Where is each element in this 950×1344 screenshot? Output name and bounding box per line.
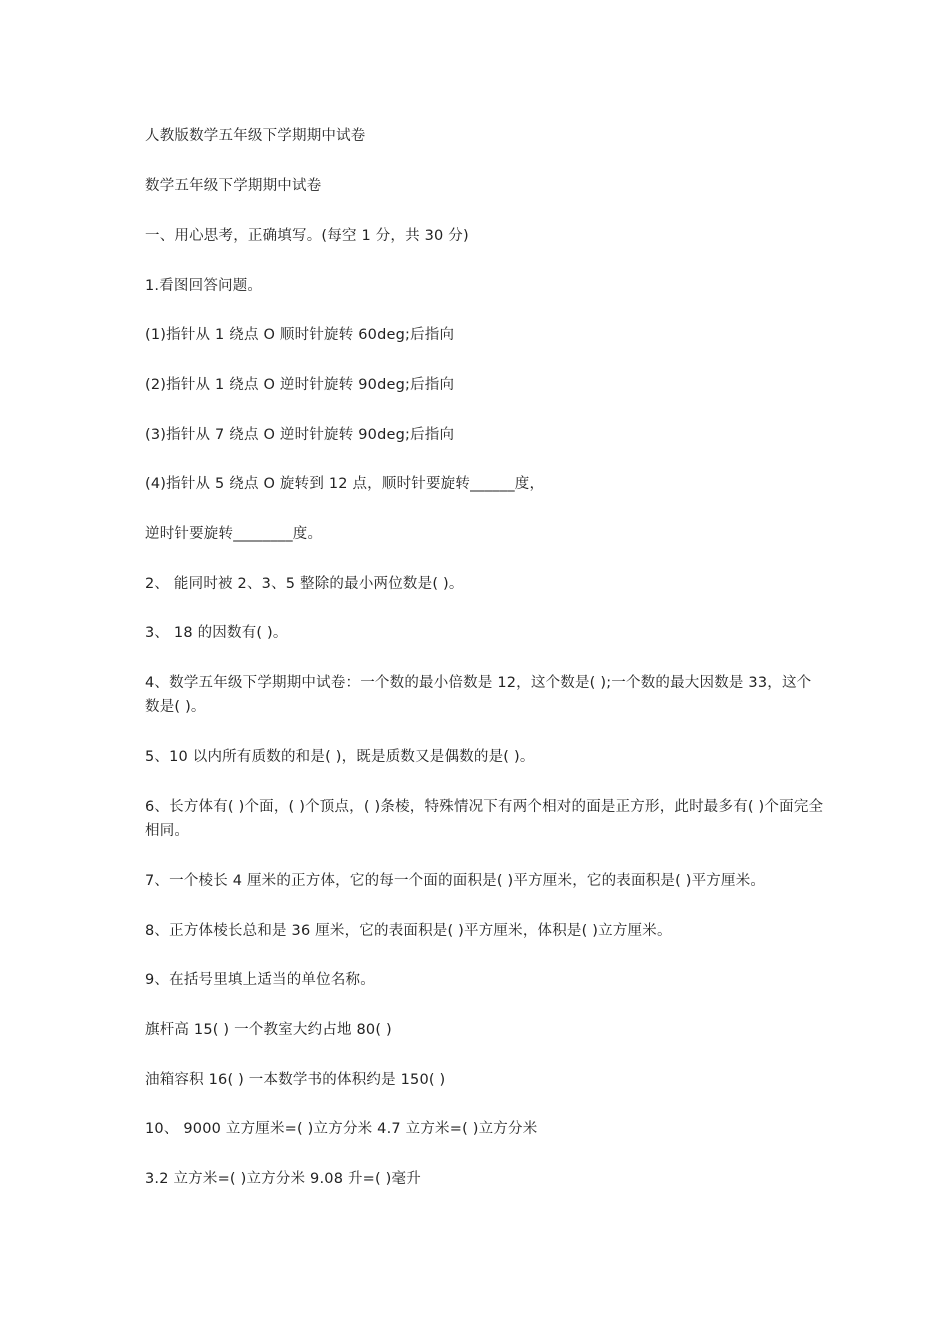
question-line: 10、 9000 立方厘米=( )立方分米 4.7 立方米=( )立方分米 (145, 1121, 538, 1137)
question-line: 4、数学五年级下学期期中试卷：一个数的最小倍数是 12，这个数是( );一个数的最大因数是 33，这个数是( )。 (145, 675, 812, 715)
question-line: 旗杆高 15( ) 一个教室大约占地 80( ) (145, 1022, 392, 1038)
document-subtitle: 数学五年级下学期期中试卷 (145, 178, 322, 194)
question-line: 9、在括号里填上适当的单位名称。 (145, 972, 375, 988)
question-line: 6、长方体有( )个面，( )个顶点，( )条棱，特殊情况下有两个相对的面是正方形，此时最多有( )个面完全相同。 (145, 799, 824, 839)
question-line: (2)指针从 1 绕点 O 逆时针旋转 90deg;后指向 (145, 377, 455, 393)
question-line: 3.2 立方米=( )立方分米 9.08 升=( )毫升 (145, 1171, 421, 1187)
question-line: (1)指针从 1 绕点 O 顺时针旋转 60deg;后指向 (145, 327, 455, 343)
question-line: 油箱容积 16( ) 一本数学书的体积约是 150( ) (145, 1072, 446, 1088)
question-line: 逆时针要旋转________度。 (145, 526, 323, 542)
question-line: (4)指针从 5 绕点 O 旋转到 12 点，顺时针要旋转______度， (145, 476, 545, 492)
question-line: 8、正方体棱长总和是 36 厘米，它的表面积是( )平方厘米，体积是( )立方厘米。 (145, 923, 672, 939)
question-line: 1.看图回答问题。 (145, 278, 263, 294)
question-line: 5、10 以内所有质数的和是( )，既是质数又是偶数的是( )。 (145, 749, 535, 765)
document-title: 人教版数学五年级下学期期中试卷 (145, 128, 366, 144)
question-line: 7、一个棱长 4 厘米的正方体，它的每一个面的面积是( )平方厘米，它的表面积是( )平方厘米。 (145, 873, 766, 889)
question-line: 3、 18 的因数有( )。 (145, 625, 288, 641)
question-line: (3)指针从 7 绕点 O 逆时针旋转 90deg;后指向 (145, 427, 455, 443)
section-heading: 一、用心思考，正确填写。(每空 1 分，共 30 分) (145, 228, 469, 244)
question-line: 2、 能同时被 2、3、5 整除的最小两位数是( )。 (145, 576, 464, 592)
